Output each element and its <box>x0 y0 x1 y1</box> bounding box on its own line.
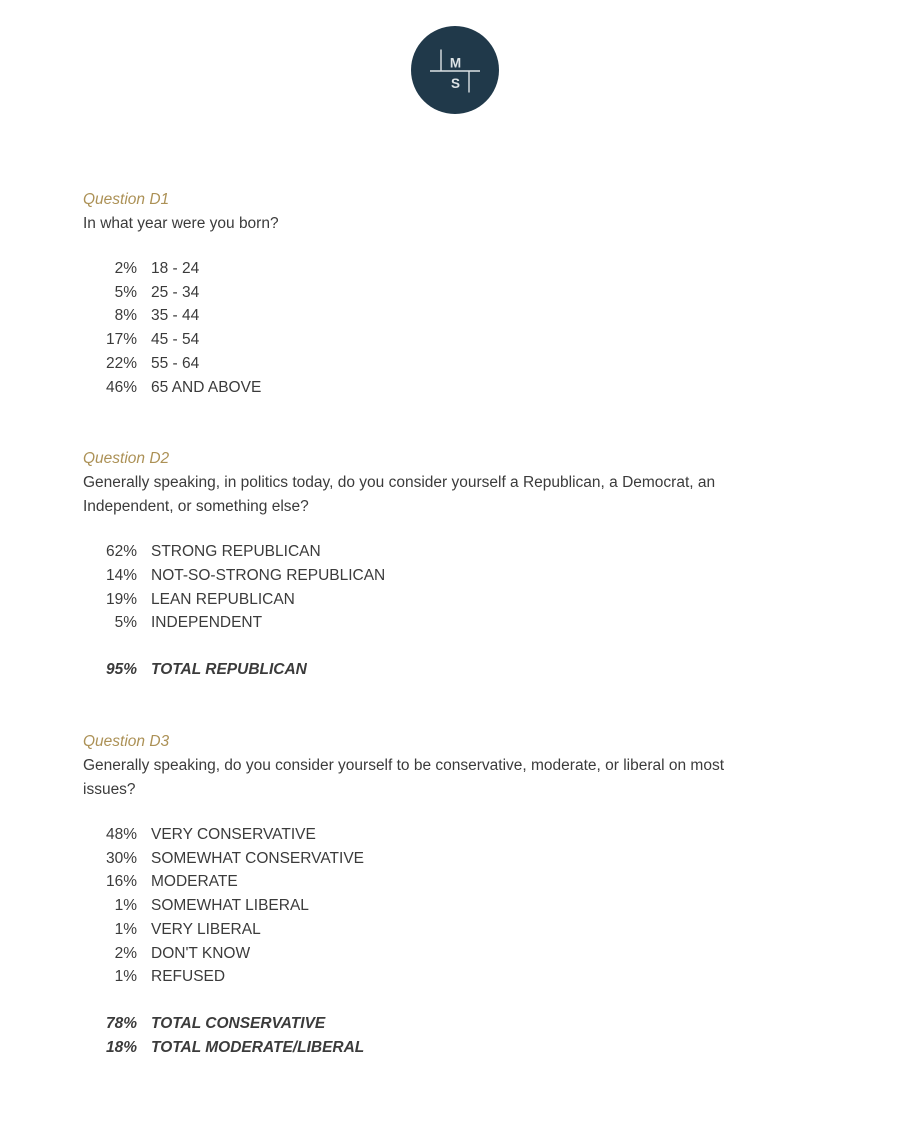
answer-row <box>83 588 854 612</box>
answer-percentage: 5% <box>114 614 137 632</box>
answer-row <box>83 564 854 588</box>
answer-row <box>83 376 854 400</box>
total-row <box>83 1036 854 1060</box>
answer-list <box>83 257 854 399</box>
total-percentage: 78% <box>105 1014 137 1032</box>
answer-label: 55 - 64 <box>151 354 200 372</box>
total-row <box>83 1012 854 1036</box>
question-section-d3 <box>83 730 854 1060</box>
total-label: TOTAL REPUBLICAN <box>151 661 307 679</box>
question-text-line: Independent, or something else? <box>83 498 309 516</box>
answer-label: DON'T KNOW <box>151 944 251 962</box>
answer-label: 65 AND ABOVE <box>151 378 262 396</box>
answer-row <box>83 540 854 564</box>
answer-list <box>83 823 854 989</box>
question-heading: Question D1 <box>83 191 170 208</box>
question-text-line: Generally speaking, do you consider yourself to be conservative, moderate, or liberal on most <box>83 757 725 775</box>
question-heading: Question D3 <box>83 733 170 751</box>
total-label: TOTAL CONSERVATIVE <box>151 1014 326 1032</box>
answer-percentage: 1% <box>114 968 137 986</box>
answer-row <box>83 870 854 894</box>
answer-list <box>83 540 854 635</box>
logo-container <box>0 0 909 119</box>
answer-row <box>83 304 854 328</box>
answer-percentage: 62% <box>105 543 137 561</box>
answer-row <box>83 611 854 635</box>
total-row <box>83 658 854 682</box>
answer-row <box>83 281 854 305</box>
answer-percentage: 2% <box>114 260 137 277</box>
answer-percentage: 22% <box>105 354 137 372</box>
logo-letter-m: M <box>449 55 461 71</box>
answer-percentage: 1% <box>114 897 137 915</box>
total-label: TOTAL MODERATE/LIBERAL <box>151 1038 365 1056</box>
answer-row <box>83 847 854 871</box>
answer-row <box>83 918 854 942</box>
totals-list <box>83 1012 854 1060</box>
answer-label: MODERATE <box>151 873 238 891</box>
answer-percentage: 1% <box>114 920 137 938</box>
answer-percentage: 8% <box>114 307 137 325</box>
question-text-line: issues? <box>83 781 136 799</box>
answer-label: VERY LIBERAL <box>151 920 261 938</box>
answer-label: SOMEWHAT CONSERVATIVE <box>151 849 365 867</box>
question-section-d2 <box>83 447 854 682</box>
answer-percentage: 16% <box>105 873 137 891</box>
answer-row <box>83 942 854 966</box>
answer-percentage: 19% <box>105 590 137 608</box>
answer-percentage: 17% <box>105 331 137 349</box>
answer-label: STRONG REPUBLICAN <box>151 543 321 561</box>
answer-percentage: 46% <box>105 378 137 396</box>
answer-label: LEAN REPUBLICAN <box>151 590 295 608</box>
totals-list <box>83 658 854 682</box>
answer-percentage: 48% <box>105 826 137 844</box>
total-percentage: 95% <box>105 661 137 679</box>
answer-label: REFUSED <box>151 968 226 986</box>
answer-percentage: 5% <box>114 283 137 301</box>
total-percentage: 18% <box>105 1038 137 1056</box>
answer-row <box>83 965 854 989</box>
answer-row <box>83 257 854 281</box>
answer-label: 18 - 24 <box>151 260 200 277</box>
document-content <box>0 188 909 1060</box>
ms-monogram-logo-icon <box>411 26 499 114</box>
question-section-d1 <box>83 188 854 399</box>
answer-row <box>83 328 854 352</box>
answer-row <box>83 823 854 847</box>
answer-row <box>83 352 854 376</box>
question-heading: Question D2 <box>83 450 170 468</box>
answer-label: 25 - 34 <box>151 283 200 301</box>
question-text-line: Generally speaking, in politics today, do you consider yourself a Republican, a Democrat, an <box>83 474 716 492</box>
answer-percentage: 30% <box>105 849 137 867</box>
answer-label: 45 - 54 <box>151 331 200 349</box>
answer-percentage: 2% <box>114 944 137 962</box>
answer-label: SOMEWHAT LIBERAL <box>151 897 309 915</box>
answer-label: NOT-SO-STRONG REPUBLICAN <box>151 566 386 584</box>
answer-label: INDEPENDENT <box>151 614 263 632</box>
question-text-line: In what year were you born? <box>83 215 279 232</box>
answer-label: 35 - 44 <box>151 307 200 325</box>
answer-percentage: 14% <box>105 566 137 584</box>
logo-letter-s: S <box>450 76 460 91</box>
answer-row <box>83 894 854 918</box>
answer-label: VERY CONSERVATIVE <box>151 826 316 844</box>
